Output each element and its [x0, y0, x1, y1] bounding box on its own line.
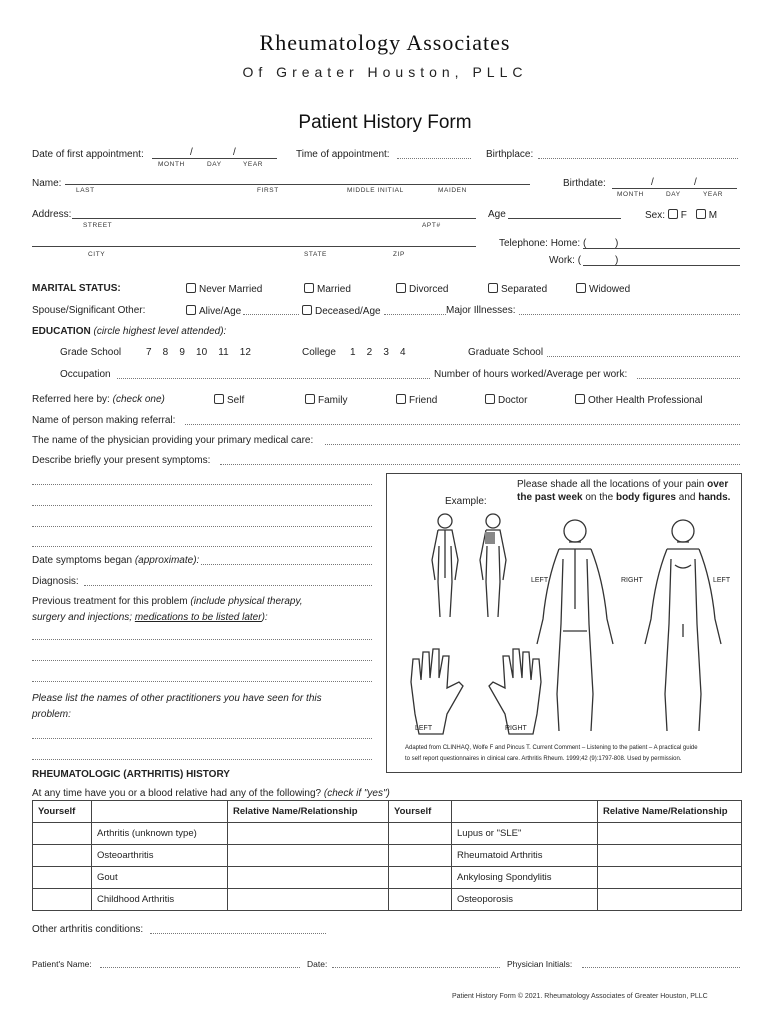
left-hand-figure: [411, 649, 463, 734]
option-label: Deceased/Age: [315, 306, 381, 317]
practitioners-label-cont: problem:: [32, 709, 71, 720]
body-figures-svg[interactable]: [387, 474, 741, 772]
date-slash: /: [651, 177, 654, 188]
example-figure-front: [480, 514, 506, 617]
table-row: [33, 889, 742, 911]
name-field[interactable]: [65, 184, 530, 185]
first-caption: FIRST: [257, 187, 279, 194]
checkbox[interactable]: [485, 394, 495, 404]
instruction-text: Please shade all the locations of your pain: [517, 479, 705, 490]
col-yourself: Yourself: [389, 801, 452, 823]
yourself-cell[interactable]: [33, 823, 92, 845]
grade-options[interactable]: 7 8 9 10 11 12: [146, 347, 251, 358]
year-caption: YEAR: [243, 161, 264, 168]
option-label: Married: [317, 284, 351, 295]
condition-cell: Rheumatoid Arthritis: [452, 845, 598, 867]
option-label: Friend: [409, 395, 438, 406]
checkbox[interactable]: [575, 394, 585, 404]
education-heading: [32, 326, 226, 337]
relative-cell[interactable]: [598, 889, 742, 911]
apt-caption: APT#: [422, 222, 441, 229]
occupation-label: Occupation: [60, 369, 111, 380]
birthplace-label: Birthplace:: [486, 149, 534, 160]
time-label: Time of appointment:: [296, 149, 390, 160]
org-subtitle: Of Greater Houston, PLLC: [242, 64, 528, 80]
birthdate-label: Birthdate:: [563, 178, 606, 189]
other-conditions-label: Other arthritis conditions:: [32, 924, 144, 935]
example-figure-back: [432, 514, 458, 617]
checkbox[interactable]: [305, 394, 315, 404]
symptoms-line[interactable]: [32, 526, 372, 527]
marital-label: MARITAL STATUS:: [32, 283, 121, 294]
physician-field[interactable]: [325, 444, 740, 445]
practitioners-line[interactable]: [32, 738, 372, 739]
option-label: Separated: [501, 284, 548, 295]
instruction-text: and: [678, 492, 696, 503]
education-label: EDUCATION: [32, 326, 91, 337]
left-hand-caption: LEFT: [415, 725, 433, 732]
physician-label: The name of the physician providing your primary medical care:: [32, 435, 314, 446]
history-question: [32, 788, 390, 799]
yourself-cell[interactable]: [33, 889, 92, 911]
checkbox[interactable]: [302, 305, 312, 315]
marital-separated[interactable]: [488, 283, 547, 295]
hours-field[interactable]: [637, 378, 740, 379]
relative-cell[interactable]: [598, 845, 742, 867]
instruction-bold: body figures: [615, 492, 676, 503]
city-state-zip-field[interactable]: [32, 246, 476, 247]
spouse-alive[interactable]: [186, 305, 241, 317]
practitioners-line[interactable]: [32, 759, 372, 760]
referral-other[interactable]: [575, 394, 703, 406]
referral-self[interactable]: [214, 394, 244, 406]
address-label: Address:: [32, 209, 72, 220]
medications-note: medications to be listed later: [134, 612, 262, 623]
option-label: Never Married: [199, 284, 263, 295]
treatment-note: (include physical therapy,: [190, 596, 303, 607]
yourself-cell[interactable]: [33, 845, 92, 867]
treatment-line[interactable]: [32, 681, 372, 682]
left-caption: LEFT: [713, 577, 731, 584]
relative-cell[interactable]: [598, 867, 742, 889]
credit-line-1: Adapted from CLINHAQ, Wolfe F and Pincus T. Current Comment – Listening to the patient – A practical guide: [405, 745, 698, 751]
college-options[interactable]: 1 2 3 4: [350, 347, 406, 358]
patient-name-label: Patient's Name:: [32, 959, 92, 969]
option-label: Self: [227, 395, 245, 406]
grade-school-label: Grade School: [60, 347, 122, 358]
relative-cell[interactable]: [228, 845, 389, 867]
option-label: Doctor: [498, 395, 528, 406]
relative-cell[interactable]: [228, 823, 389, 845]
relative-cell[interactable]: [598, 823, 742, 845]
option-label: Alive/Age: [199, 306, 242, 317]
graduate-label: Graduate School: [468, 347, 544, 358]
began-text: Date symptoms began: [32, 555, 133, 566]
checkbox[interactable]: [186, 283, 196, 293]
symptoms-field[interactable]: [220, 464, 740, 465]
spouse-deceased[interactable]: [302, 305, 381, 317]
referral-heading: [32, 394, 165, 405]
condition-cell: Osteoarthritis: [92, 845, 228, 867]
marital-widowed[interactable]: [576, 283, 630, 295]
date-slash: /: [694, 177, 697, 188]
right-hand-figure: [489, 649, 541, 734]
referral-friend[interactable]: [396, 394, 437, 406]
day-caption: DAY: [666, 191, 681, 198]
spouse-label: Spouse/Significant Other:: [32, 305, 146, 316]
option-label: Widowed: [589, 284, 631, 295]
home-phone-label: Telephone: Home: (: [499, 238, 587, 249]
condition-cell: Childhood Arthritis: [92, 889, 228, 911]
hours-label: Number of hours worked/Average per work:: [434, 369, 628, 380]
table-row: [33, 845, 742, 867]
college-label: College: [302, 347, 336, 358]
day-caption: DAY: [207, 161, 222, 168]
symptoms-line[interactable]: [32, 546, 372, 547]
zip-caption: ZIP: [393, 251, 405, 258]
birthplace-field[interactable]: [538, 158, 738, 159]
referral-label: Referred here by:: [32, 394, 110, 405]
sex-f-checkbox[interactable]: [668, 209, 678, 219]
treatment-line[interactable]: [32, 639, 372, 640]
symptoms-line[interactable]: [32, 484, 372, 485]
treatment-note-end: ):: [261, 612, 268, 623]
table-row: [33, 867, 742, 889]
condition-cell: Gout: [92, 867, 228, 889]
practitioners-label: Please list the names of other practitioners you have seen for this: [32, 693, 322, 704]
marital-divorced[interactable]: [396, 283, 448, 295]
work-phone-label: Work: (: [549, 255, 582, 266]
col-yourself: Yourself: [33, 801, 92, 823]
example-label: Example:: [445, 496, 487, 507]
work-phone-field[interactable]: [583, 265, 740, 266]
org-name: Rheumatology Associates: [259, 30, 511, 55]
home-phone-field[interactable]: [583, 248, 740, 249]
referral-note: (check one): [112, 394, 165, 405]
physician-initials-label: Physician Initials:: [507, 959, 573, 969]
checkbox[interactable]: [488, 283, 498, 293]
condition-cell: Arthritis (unknown type): [92, 823, 228, 845]
physician-initials-field[interactable]: [582, 967, 740, 968]
state-caption: STATE: [304, 251, 327, 258]
date-slash: /: [233, 147, 236, 158]
began-note: (approximate):: [134, 555, 200, 566]
instruction-bold: the past week: [517, 492, 583, 503]
paren-close: ): [615, 238, 619, 249]
sex-m-label: M: [708, 210, 718, 221]
right-hand-caption: RIGHT: [505, 725, 527, 732]
credit-line-2: to self report questionnaires in clinical care. Arthritis Rheum. 1999;42 (9):1797-808. Used by permission.: [405, 756, 682, 762]
checkbox[interactable]: [396, 283, 406, 293]
instruction-bold: hands.: [698, 492, 731, 503]
sex-f-label: F: [680, 210, 687, 221]
checkbox[interactable]: [214, 394, 224, 404]
marital-married[interactable]: [304, 283, 351, 295]
major-illnesses-field[interactable]: [519, 314, 740, 315]
referral-person-field[interactable]: [185, 424, 740, 425]
relative-cell[interactable]: [228, 889, 389, 911]
sex-field: [645, 209, 717, 221]
referral-doctor[interactable]: [485, 394, 527, 406]
right-caption: RIGHT: [621, 577, 643, 584]
condition-cell: Lupus or "SLE": [452, 823, 598, 845]
checkbox[interactable]: [576, 283, 586, 293]
middle-caption: MIDDLE INITIAL: [347, 187, 404, 194]
referral-family[interactable]: [305, 394, 347, 406]
checkbox[interactable]: [304, 283, 314, 293]
condition-cell: Osteoporosis: [452, 889, 598, 911]
date-slash: /: [190, 147, 193, 158]
date-label: Date:: [307, 959, 328, 969]
col-relative: Relative Name/Relationship: [598, 801, 742, 823]
question-text: At any time have you or a blood relative had any of the following?: [32, 788, 322, 799]
education-note: (circle highest level attended):: [93, 326, 227, 337]
col-relative: Relative Name/Relationship: [228, 801, 389, 823]
first-appt-label: Date of first appointment:: [32, 149, 144, 160]
relative-cell[interactable]: [228, 867, 389, 889]
instruction-text: on the: [585, 492, 614, 503]
option-label: Divorced: [409, 284, 449, 295]
copyright-footer: Patient History Form © 2021. Rheumatology Associates of Greater Houston, PLLC: [452, 993, 708, 1000]
graduate-field[interactable]: [547, 356, 740, 357]
symptoms-line[interactable]: [32, 505, 372, 506]
front-body-figure: [645, 520, 721, 731]
deceased-age-field[interactable]: [384, 314, 446, 315]
yourself-cell[interactable]: [33, 867, 92, 889]
city-caption: CITY: [88, 251, 106, 258]
back-body-figure: [537, 520, 613, 731]
left-caption: LEFT: [531, 577, 549, 584]
sex-label: Sex:: [645, 210, 666, 221]
diagnosis-label: Diagnosis:: [32, 576, 79, 587]
symptoms-began-field[interactable]: [201, 564, 372, 565]
empty-header: [452, 801, 598, 823]
table-row: [33, 823, 742, 845]
arthritis-history-table: [32, 800, 742, 911]
month-caption: MONTH: [617, 191, 644, 198]
first-appt-field[interactable]: [152, 158, 277, 159]
pain-diagram-box: [386, 473, 742, 773]
other-conditions-field[interactable]: [150, 933, 326, 934]
major-illnesses-label: Major Illnesses:: [446, 305, 516, 316]
month-caption: MONTH: [158, 161, 185, 168]
treatment-label-cont: [32, 612, 268, 623]
sex-m-checkbox[interactable]: [696, 209, 706, 219]
maiden-caption: MAIDEN: [438, 187, 467, 194]
alive-age-field[interactable]: [243, 314, 299, 315]
checkbox[interactable]: [186, 305, 196, 315]
name-label: Name:: [32, 178, 62, 189]
symptoms-began-label: [32, 555, 199, 566]
patient-name-field[interactable]: [100, 967, 300, 968]
treatment-label: [32, 596, 303, 607]
paren-close: ): [615, 255, 619, 266]
treatment-text: Previous treatment for this problem: [32, 596, 188, 607]
yourself-cell[interactable]: [389, 845, 452, 867]
option-label: Family: [318, 395, 348, 406]
empty-header: [92, 801, 228, 823]
yourself-cell[interactable]: [389, 867, 452, 889]
date-field[interactable]: [332, 967, 500, 968]
occupation-field[interactable]: [117, 378, 430, 379]
treatment-line[interactable]: [32, 660, 372, 661]
year-caption: YEAR: [703, 191, 724, 198]
yourself-cell[interactable]: [389, 823, 452, 845]
referral-person-label: Name of person making referral:: [32, 415, 176, 426]
diagnosis-field[interactable]: [84, 585, 372, 586]
question-note: (check if "yes"): [323, 788, 390, 799]
marital-never-married[interactable]: [186, 283, 262, 295]
treatment-note: surgery and injections;: [32, 612, 133, 623]
address-field[interactable]: [72, 218, 476, 219]
form-title: Patient History Form: [298, 112, 472, 133]
symptoms-label: Describe briefly your present symptoms:: [32, 455, 211, 466]
age-field[interactable]: [508, 218, 621, 219]
checkbox[interactable]: [396, 394, 406, 404]
option-label: Other Health Professional: [588, 395, 703, 406]
instruction-bold: over: [707, 479, 729, 490]
birthdate-field[interactable]: [612, 188, 737, 189]
last-caption: LAST: [76, 187, 95, 194]
age-label: Age: [488, 209, 506, 220]
time-field[interactable]: [397, 158, 471, 159]
street-caption: STREET: [83, 222, 113, 229]
table-header-row: [33, 801, 742, 823]
yourself-cell[interactable]: [389, 889, 452, 911]
condition-cell: Ankylosing Spondylitis: [452, 867, 598, 889]
history-title: RHEUMATOLOGIC (ARTHRITIS) HISTORY: [32, 769, 230, 780]
